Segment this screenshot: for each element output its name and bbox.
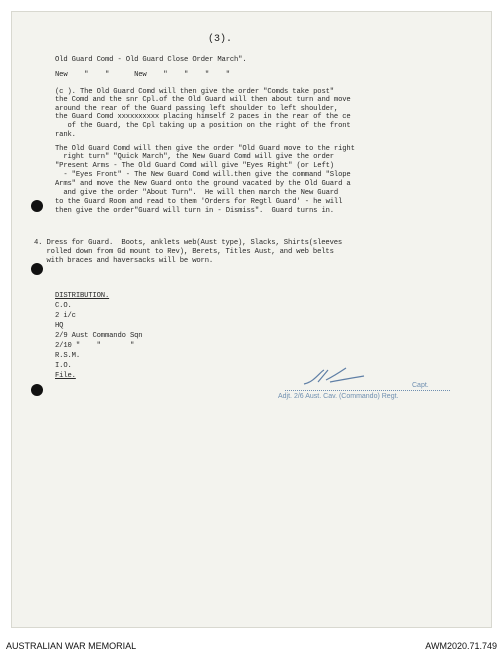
signature-capt: Capt. (412, 382, 429, 389)
para-c-line: rank. (55, 131, 76, 139)
distribution-item: I.O. (55, 362, 72, 370)
para-c-line: - "Eyes Front" - The New Guard Comd will.then give the command "Slope (55, 171, 351, 179)
para-c-line: Arms" and move the New Guard onto the ground vacated by the Old Guard a (55, 180, 351, 188)
distribution-item: 2 i/c (55, 312, 76, 320)
para-c-line: then give the order"Guard will turn in - Dismiss". Guard turns in. (55, 207, 334, 215)
para-4-line: 4. Dress for Guard. Boots, anklets web(Aust type), Slacks, Shirts(sleeves (34, 239, 343, 247)
footer-accession-number: AWM2020.71.749 (425, 641, 497, 651)
para-4-line: rolled down from Gd mount to Rev), Berets, Titles Aust, and web belts (34, 248, 334, 256)
distribution-item: HQ (55, 322, 64, 330)
punch-hole (31, 200, 43, 212)
para-4-line: with braces and haversacks will be worn. (34, 257, 214, 265)
section-heading: Old Guard Comd - Old Guard Close Order March". (55, 56, 247, 64)
para-c-line: of the Guard, the Cpl taking up a position on the right of the front (55, 122, 351, 130)
distribution-item: R.S.M. (55, 352, 80, 360)
para-c-line: the Comd and the snr Cpl.of the Old Guard will then about turn and move (55, 96, 351, 104)
signature-title: Adjt. 2/6 Aust. Cav. (Commando) Regt. (278, 393, 399, 400)
footer-institution: AUSTRALIAN WAR MEMORIAL (6, 641, 137, 651)
section-heading-sub: New " " New " " " " (55, 71, 230, 79)
signature-scrawl (300, 366, 370, 390)
para-c-line: to the Guard Room and read to them 'Orders for Regtl Guard' - he will (55, 198, 343, 206)
para-c-line: (c ). The Old Guard Comd will then give the order "Comds take post" (55, 88, 334, 96)
para-c-line: right turn" "Quick March", the New Guard Comd will give the order (55, 153, 334, 161)
para-c-line: The Old Guard Comd will then give the order "Old Guard move to the right (55, 145, 355, 153)
distribution-item: C.O. (55, 302, 72, 310)
para-c-line: and give the order "About Turn". He will then march the New Guard (55, 189, 339, 197)
para-c-line: "Present Arms - The Old Guard Comd will give "Eyes Right" (or Left) (55, 162, 334, 170)
distribution-item: File. (55, 372, 76, 380)
para-c-line: the Guard Comd xxxxxxxxxx placing himself 2 paces in the rear of the ce (55, 113, 351, 121)
distribution-item: 2/10 " " " (55, 342, 135, 350)
distribution-title: DISTRIBUTION. (55, 292, 110, 300)
page-number: (3). (208, 34, 233, 45)
punch-hole (31, 384, 43, 396)
distribution-item: 2/9 Aust Commando Sqn (55, 332, 143, 340)
signature-rule (285, 390, 450, 391)
para-c-line: around the rear of the Guard passing left shoulder to left shoulder, (55, 105, 339, 113)
